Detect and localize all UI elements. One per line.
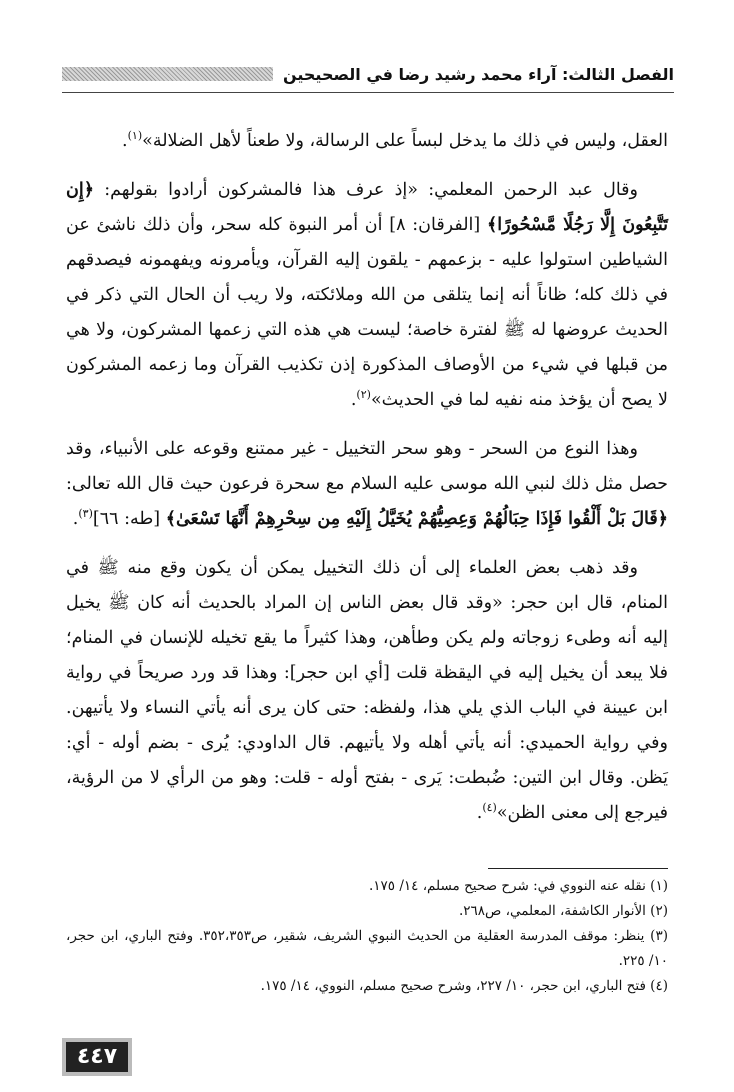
paragraph-1-end: . [122, 131, 128, 151]
footnote-ref-1: (١) [127, 129, 143, 143]
paragraph-3-text-b: [طه: ٦٦] [92, 509, 166, 529]
paragraph-4-end: . [476, 803, 483, 823]
page-number: ٤٤٧ [66, 1042, 128, 1072]
main-text [66, 124, 668, 831]
paragraph-3-text-a: وهذا النوع من السحر - وهو سحر التخييل - غير ممتنع وقوعه على الأنبياء، وقد حصل مثل ذلك لنبي الله موسى عليه السلام مع سحرة فرعون حيث قال الله تعالى: [66, 439, 668, 494]
quran-verse-2: ﴿قَالَ بَلْ أَلْقُوا فَإِذَا حِبَالُهُمْ وَعِصِيُّهُمْ يُخَيَّلُ إِلَيْهِ مِن سِحْرِهِمْ أَنَّهَا تَسْعَىٰ﴾ [165, 509, 668, 529]
header-rule [62, 92, 674, 93]
paragraph-4-text: وقد ذهب بعض العلماء إلى أن ذلك التخييل يمكن أن يكون وقع منه ﷺ في المنام، قال ابن حجر: «وقد قال بعض الناس إن المراد بالحديث أنه كان ﷺ يخيل إليه أنه وطىء زوجاته ولم يكن وطأهن، وهذا كثيراً ما يقع تخيله للإنسان في المنام؛ فلا يبعد أن يخيل إليه في اليقظة قلت [أي ابن حجر]: وهذا قد ورد صريحاً في رواية ابن عيينة في الباب الذي يلي هذا، ولفظه: حتى كان يرى أنه يأتي النساء ولا يأتيهن. وفي رواية الحميدي: أنه يأتي أهله ولا يأتيهم. قال الداودي: يُرى - بضم أوله - أي: يَظن. وقال ابن التين: ضُبطت: يَرى - بفتح أوله - قلت: وهو من الرأي لا من الرؤية، فيرجع إلى معنى الظن» [66, 558, 668, 823]
quran-verse-1: ﴿إِن تَتَّبِعُونَ إِلَّا رَجُلًا مَّسْحُورًا﴾ [66, 180, 668, 235]
footnote-4: (٤) فتح الباري، ابن حجر، ١٠/ ٢٢٧، وشرح صحيح مسلم، النووي، ١٤/ ١٧٥. [260, 978, 668, 994]
footnote-ref-2: (٢) [356, 388, 371, 402]
paragraph-4 [66, 551, 668, 831]
paragraph-3 [66, 432, 668, 537]
paragraph-2-text-b: [الفرقان: ٨] أن أمر النبوة كله سحر، وأن ذلك ناشئ عن الشياطين استولوا عليه - بزعمهم - يلقون إليه القرآن، ويأمرونه ويفهمونه فيصدقهم في ذلك كله؛ ظاناً أنه إنما يتلقى من الله وملائكته، ولا ريب أن الحال التي ذكر في الحديث عروضها له ﷺ لفترة خاصة؛ ليست هي هذه التي زعمها المشركون، ولا هي من قبلها في شيء من الأوصاف المذكورة إذن تكذيب القرآن وما زعمه المشركون لا يصح أن يؤخذ منه نفيه لما في الحديث» [66, 215, 668, 410]
paragraph-2-text-a: وقال عبد الرحمن المعلمي: «إذ عرف هذا فالمشركون أرادوا بقولهم: [93, 180, 638, 200]
footnote-ref-3: (٣) [78, 507, 93, 521]
paragraph-1 [66, 124, 668, 159]
paragraph-1-text: العقل، وليس في ذلك ما يدخل لبساً على الرسالة، ولا طعناً لأهل الضلالة» [142, 131, 668, 151]
footnote-2: (٢) الأنوار الكاشفة، المعلمي، ص٢٦٨. [458, 903, 668, 919]
paragraph-3-end: . [72, 509, 79, 529]
chapter-title: الفصل الثالث: آراء محمد رشيد رضا في الصحيحين [282, 64, 674, 84]
footnote-1: (١) نقله عنه النووي في: شرح صحيح مسلم، ١٤/ ١٧٥. [368, 878, 668, 894]
paragraph-2-end: . [350, 390, 357, 410]
paragraph-2 [66, 173, 668, 418]
running-header [62, 58, 674, 90]
footnote-divider [488, 868, 668, 869]
footnote-ref-4: (٤) [482, 801, 497, 815]
header-ornament-bar [62, 67, 273, 81]
footnote-3: (٣) ينظر: موقف المدرسة العقلية من الحديث النبوي الشريف، شقير، ص٣٥٢،٣٥٣. وفتح الباري، ابن حجر، ١٠/ ٢٢٥. [66, 928, 668, 969]
footnotes [66, 874, 668, 999]
